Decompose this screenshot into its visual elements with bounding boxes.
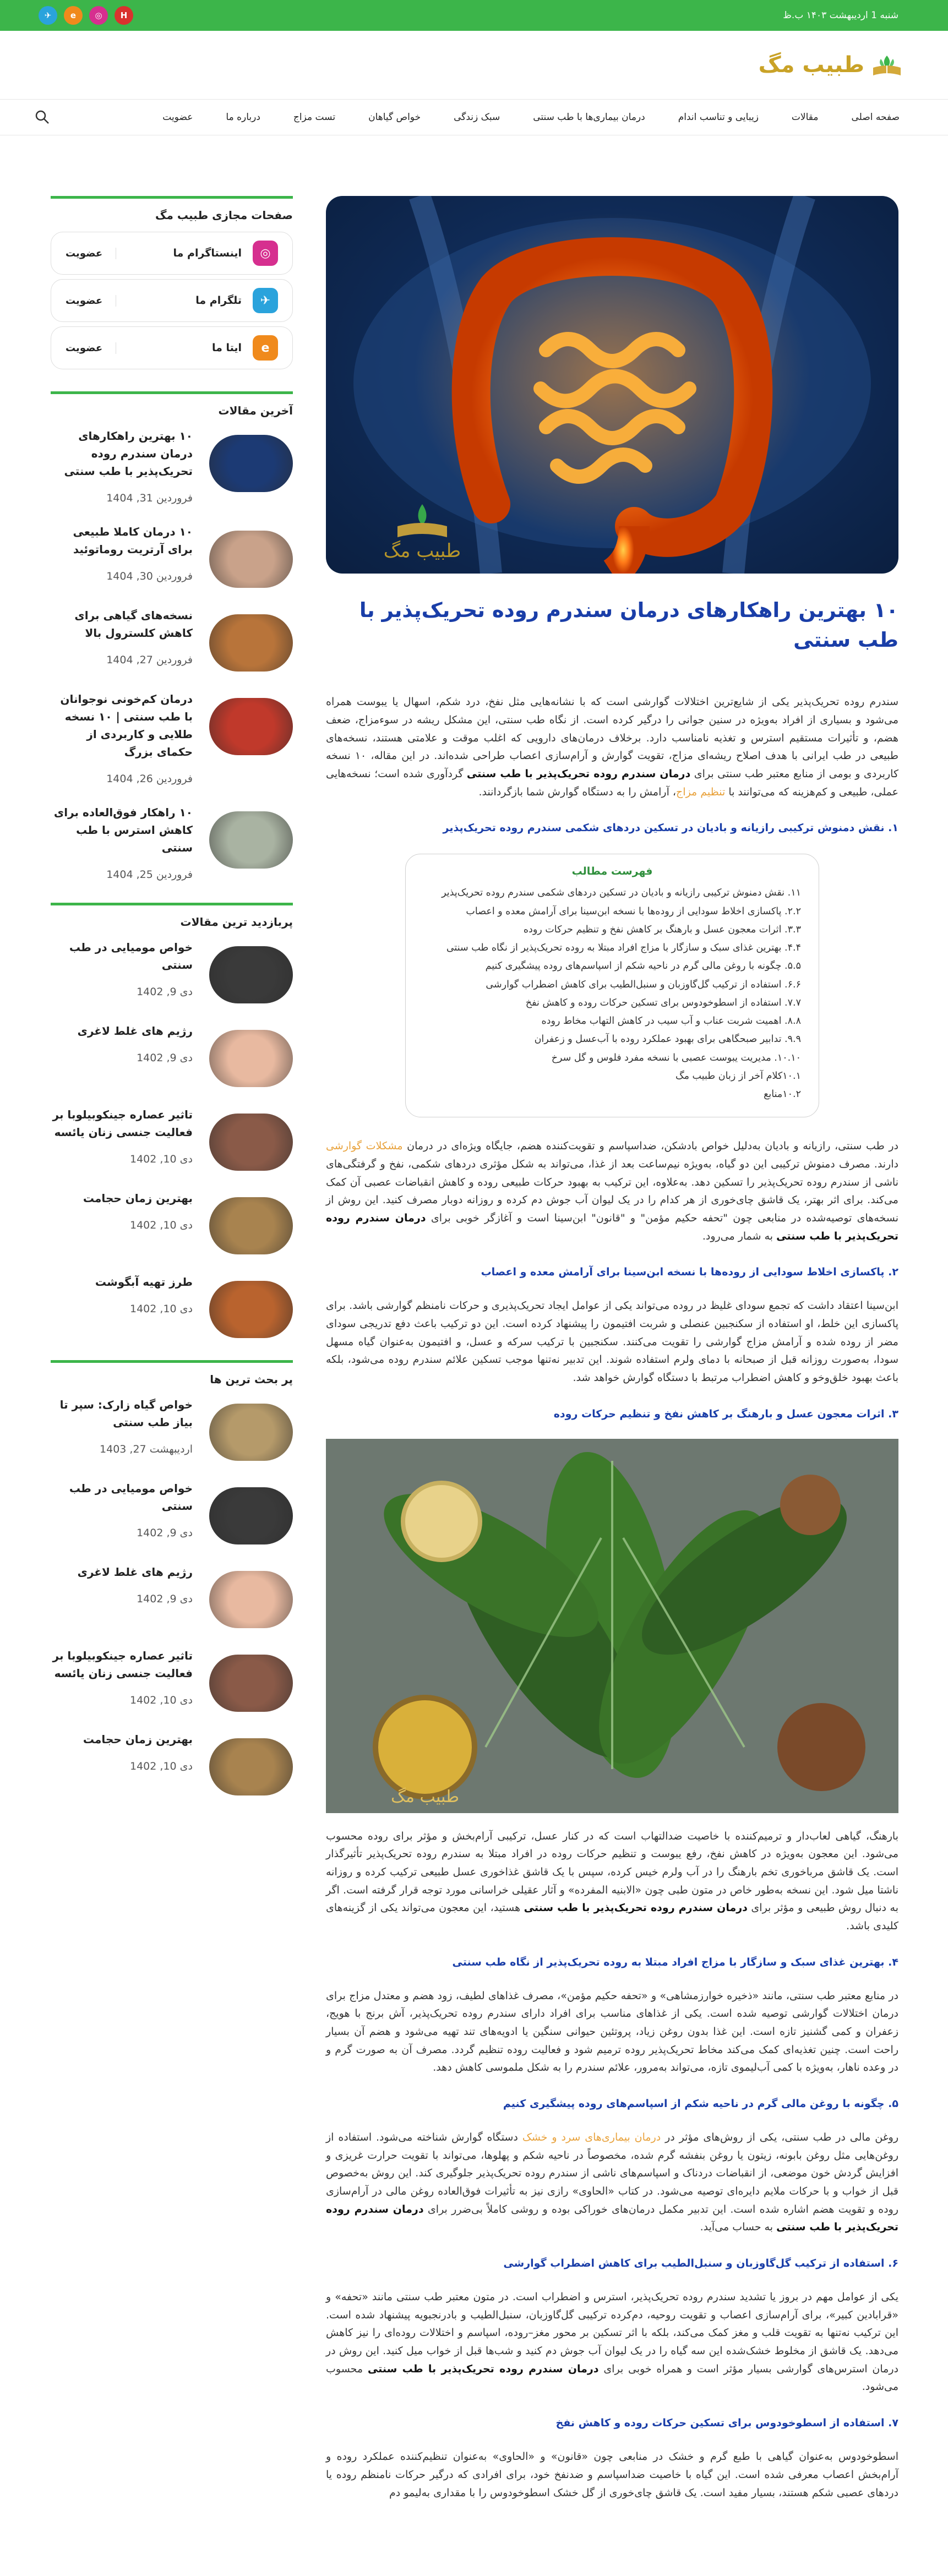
post-thumbnail[interactable] — [209, 531, 293, 588]
toc-list — [423, 884, 801, 1104]
section-link[interactable]: مشکلات گوارشی — [326, 1140, 403, 1153]
sidebar-post[interactable] — [51, 1731, 293, 1795]
post-title[interactable]: ۱۰ درمان کاملا طبیعی برای آرتریت روماتوئید — [73, 525, 193, 556]
post-date: فروردین 30, 1404 — [106, 570, 193, 582]
nav-item[interactable]: درمان بیماری‌ها با طب سنتی — [533, 112, 645, 123]
telegram-icon[interactable]: ✈ — [39, 6, 57, 25]
post-thumbnail[interactable] — [209, 811, 293, 869]
instagram-icon: ◎ — [253, 241, 278, 266]
post-title[interactable]: خواص گیاه زارک: سپر تا بیاز طب سنتی — [59, 1398, 193, 1429]
sidebar-post[interactable] — [51, 1396, 293, 1461]
sidebar-post[interactable] — [51, 804, 293, 881]
section-link[interactable]: درمان بیماری‌های سرد و خشک — [522, 2131, 661, 2144]
post-info — [51, 427, 193, 504]
book-leaf-logo-icon — [870, 51, 904, 79]
eitaa-icon[interactable]: e — [64, 6, 83, 25]
sidebar-post[interactable] — [51, 607, 293, 672]
social-card-label: اینستاگرام ما — [173, 247, 242, 259]
post-info — [51, 690, 193, 785]
section-tail: به حساب می‌آید. — [700, 2221, 773, 2234]
section-paragraph — [326, 1987, 898, 2077]
nav-item[interactable]: درباره ما — [226, 112, 260, 123]
post-info — [51, 804, 193, 881]
content-wrapper — [0, 135, 948, 2502]
nav-item[interactable]: سبک زندگی — [454, 112, 500, 123]
section-heading: ۶. استفاده از ترکیب گل‌گاوزبان و سنبل‌الطیب برای کاهش اضطراب گوارشی — [503, 2257, 898, 2270]
post-thumbnail[interactable] — [209, 1404, 293, 1461]
hero-image — [326, 196, 898, 574]
join-button[interactable]: عضویت — [66, 248, 116, 259]
plantain-leaves-illustration — [326, 1439, 898, 1813]
post-info — [51, 1273, 193, 1315]
post-thumbnail[interactable] — [209, 435, 293, 492]
intro-text: سندرم روده تحریک‌پذیر یکی از شایع‌ترین اختلالات گوارشی است که با نشانه‌هایی مثل نفخ، درد شکم، اسهال یا یبوست همراه می‌شود و بسیاری از افراد به‌ویژه در سنین جوانی را درگیر کرده است. از نگاه طب سنتی، این مشکل ریشه در سوءمزاج، ضعف هضم، و تأثیرات مستقیم استرس و تغذیه نامناسب دارد. برخلاف درمان‌های دارویی که اغلب موقت و علامتی هستند، نسخه‌های طبیعی در طب ایرانی با هدف اصلاح ریشه‌ای مزاج، تقویت گوارش و آرام‌سازی اعصاب طراحی شده‌اند. در این مقاله، ۱۰ نسخه کاربردی و بومی از منابع معتبر طب سنتی برای — [326, 696, 898, 780]
section-paragraph — [326, 1297, 898, 1387]
post-title[interactable]: رژیم های غلط لاغری — [77, 1024, 193, 1038]
post-thumbnail[interactable] — [209, 1571, 293, 1628]
post-date: دی 9, 1402 — [137, 1527, 193, 1539]
social-card-label: تلگرام ما — [195, 294, 242, 307]
current-date: شنبه 1 اردیبهشت ۱۴۰۳ ب.ظ — [783, 10, 898, 21]
after-photo-text: بارهنگ، گیاهی لعاب‌دار و ترمیم‌کننده با خاصیت ضدالتهاب است که در کنار عسل، ترکیبی آرام‌بخش و مؤثر برای روده محسوب می‌شود. این معجون به‌ویژه در کاهش نفخ، رفع یبوست و تنظیم حرکات روده در افراد مبتلا به سندرم روده تحریک‌پذیر تأثیرگذار است. یک قاشق مرباخوری تخم بارهنگ را در آب ولرم خیس کرده، سپس با یک قاشق غذاخوری عسل طبیعی ترکیب کرده و روزانه ناشتا میل شود. این نسخه به‌طور خاص در متون طبی چون «الابنیه المفرده» و آثار عقیلی خراسانی مورد توجه قرار گرفته است. اگر به دنبال روش طبیعی و مؤثر برای — [326, 1830, 898, 1914]
section-paragraph — [326, 2448, 898, 2502]
article-intro — [326, 693, 898, 801]
toc-item[interactable]: ۳.۳. اثرات معجون عسل و بارهنگ بر کاهش نفخ و تنظیم حرکات روده — [523, 924, 801, 935]
main-nav — [0, 99, 948, 135]
post-date: فروردین 31, 1404 — [106, 492, 193, 504]
join-button[interactable]: عضویت — [66, 342, 116, 354]
sidebar — [51, 196, 293, 2502]
table-of-contents — [405, 854, 819, 1117]
sidebar-post[interactable] — [51, 1189, 293, 1254]
section-heading: ۳. اثرات معجون عسل و بارهنگ بر کاهش نفخ و تنظیم حرکات روده — [553, 1407, 898, 1420]
nav-item[interactable]: تست مزاج — [293, 112, 336, 123]
post-date: فروردین 26, 1404 — [106, 773, 193, 785]
social-links — [39, 6, 133, 25]
plantain-photo — [326, 1439, 898, 1813]
popular-posts-list — [51, 938, 293, 1338]
section-text: روغن مالی در طب سنتی، یکی از روش‌های مؤثر در — [665, 2131, 898, 2144]
post-date: فروردین 27, 1404 — [106, 654, 193, 666]
post-date: فروردین 25, 1404 — [106, 869, 193, 881]
mizaj-link[interactable]: تنظیم مزاج — [676, 785, 726, 798]
post-title[interactable]: ۱۰ بهترین راهکارهای درمان سندرم روده تحریک‌پذیر با طب سنتی — [64, 429, 193, 478]
latest-posts-section — [51, 391, 293, 881]
section-bold: درمان سندرم روده تحریک‌پذیر با طب سنتی — [326, 2203, 898, 2234]
section-heading: ۲. پاکسازی اخلاط سودایی از روده‌ها با نسخه ابن‌سینا برای آرامش معده و اعصاب — [481, 1266, 898, 1279]
sidebar-post[interactable] — [51, 1563, 293, 1628]
search-icon[interactable] — [34, 109, 51, 125]
intestine-illustration — [326, 196, 898, 574]
post-info — [51, 1396, 193, 1455]
post-thumbnail[interactable] — [209, 614, 293, 672]
toc-item[interactable]: ۱۰.۲منابع — [764, 1089, 801, 1100]
nav-item[interactable]: مقالات — [791, 112, 819, 123]
post-info — [51, 1480, 193, 1539]
post-date: دی 10, 1402 — [129, 1694, 193, 1706]
post-title[interactable]: درمان کم‌خونی نوجوانان با طب سنتی | ۱۰ نسخه طلایی و کاربردی از حکمای بزرگ — [60, 692, 193, 758]
post-title[interactable]: ۱۰ راهکار فوق‌العاده برای کاهش استرس با طب سنتی — [53, 806, 193, 854]
post-info — [51, 1106, 193, 1165]
article-title: ۱۰ بهترین راهکارهای درمان سندرم روده تحریک‌پذیر با طب سنتی — [359, 598, 898, 652]
logo-text: طبیب مگ — [758, 52, 864, 78]
after-photo-paragraph — [326, 1827, 898, 1935]
telegram-icon: ✈ — [253, 288, 278, 313]
section-bold: درمان سندرم روده تحریک‌پذیر با طب سنتی — [326, 1212, 898, 1242]
section-bold: درمان سندرم روده تحریک‌پذیر با طب سنتی — [367, 2362, 599, 2375]
post-thumbnail[interactable] — [209, 1738, 293, 1795]
nav-item[interactable]: خواص گیاهان — [368, 112, 421, 123]
post-title[interactable]: بهترین زمان حجامت — [83, 1733, 193, 1746]
post-info — [51, 1189, 193, 1231]
post-thumbnail[interactable] — [209, 1281, 293, 1338]
toc-item[interactable]: ۲.۲. پاکسازی اخلاط سودایی از روده‌ها با نسخه ابن‌سینا برای آرامش معده و اعصاب — [466, 905, 801, 917]
post-title[interactable]: بهترین زمان حجامت — [83, 1192, 193, 1205]
photo-watermark: طبیب مگ — [391, 1787, 459, 1807]
nav-items — [162, 112, 900, 123]
toc-item[interactable]: ۸.۸. اهمیت شربت عناب و آب سیب در کاهش التهاب مخاط روده — [541, 1016, 801, 1027]
social-card[interactable] — [51, 326, 293, 369]
section-text: یکی از عوامل مهم در بروز یا تشدید سندرم روده تحریک‌پذیر، استرس و اضطراب است. در متون معتبر طب سنتی مانند «تحفه» و «قرابادین کبیر»، برای آرام‌سازی اعصاب و تقویت روحیه، دم‌کرده ترکیبی گل‌گاوزبان، سنبل‌الطیب و بادرنجبویه پیشنهاد شده است. این ترکیب نه‌تنها به تقویت قلب و مغز کمک می‌کند، بلکه با اثر تسکین بر محور مغز–روده، اسپاسم و اختلالات روده‌ای را نیز کاهش می‌دهد. یک قاشق از مخلوط خشک‌شده این سه گیاه را در یک لیوان آب جوش دم کنید و شب‌ها قبل از خواب میل کنید. این روش در درمان استرس‌های گوارشی بسیار مؤثر است و همراه خوبی برای — [326, 2291, 898, 2375]
post-title[interactable]: تاثیر عصاره جینکوبیلوبا بر فعالیت جنسی زنان یائسه — [52, 1649, 193, 1680]
top-bar — [0, 0, 948, 31]
section-paragraph — [326, 2129, 898, 2236]
section-heading: ۴. بهترین غذای سبک و سازگار با مزاج افراد مبتلا به روده تحریک‌پذیر از نگاه طب سنتی — [452, 1956, 898, 1968]
post-thumbnail[interactable] — [209, 1030, 293, 1087]
post-info — [51, 1022, 193, 1064]
sidebar-post[interactable] — [51, 1106, 293, 1171]
post-title[interactable]: خواص مومیایی در طب سنتی — [69, 1482, 193, 1513]
sidebar-post[interactable] — [51, 1480, 293, 1544]
post-title[interactable]: نسخه‌های گیاهی برای کاهش کلسترول بالا — [74, 609, 193, 640]
sidebar-post[interactable] — [51, 938, 293, 1003]
site-header — [0, 31, 948, 99]
toc-item[interactable]: ۱۰.۱۰. مدیریت یبوست عصبی با نسخه مفرد فلوس و گل سرخ — [551, 1052, 801, 1063]
social-pages-section — [51, 196, 293, 369]
section-heading: ۱. نقش دمنوش ترکیبی رازیانه و بادیان در تسکین دردهای شکمی سندرم روده تحریک‌پذیر — [443, 822, 898, 834]
brand-icon[interactable]: H — [115, 6, 133, 25]
toc-item[interactable]: ۵.۵. چگونه با روغن مالی گرم در ناحیه شکم از اسپاسم‌های روده پیشگیری کنیم — [485, 960, 801, 972]
discussed-posts-list — [51, 1396, 293, 1795]
post-thumbnail[interactable] — [209, 1487, 293, 1544]
sidebar-post[interactable] — [51, 1273, 293, 1338]
social-pages-title: صفحات مجازی طبیب مگ — [51, 196, 293, 222]
post-title[interactable]: رژیم های غلط لاغری — [77, 1565, 193, 1579]
post-date: دی 9, 1402 — [137, 1593, 193, 1605]
intro-text-end: گردآوری شده است؛ نسخه‌هایی عملی، طبیعی و کم‌هزینه که می‌توانند با — [326, 767, 898, 798]
after-photo-bold: درمان سندرم روده تحریک‌پذیر با طب سنتی — [524, 1902, 748, 1914]
post-info — [51, 1731, 193, 1772]
nav-item[interactable]: عضویت — [162, 112, 193, 123]
post-info — [51, 1563, 193, 1605]
section-tail: به شمار می‌رود. — [702, 1230, 773, 1242]
section-text: در طب سنتی، رازیانه و بادیان به‌دلیل خواص بادشکن، ضداسپاسم و تقویت‌کننده هضم، جایگاه ویژه‌ای در درمان — [407, 1140, 898, 1153]
post-info — [51, 523, 193, 582]
section-heading: ۵. چگونه با روغن مالی گرم در ناحیه شکم از اسپاسم‌های روده پیشگیری کنیم — [503, 2098, 898, 2110]
social-card-label: ایتا ما — [211, 342, 242, 354]
instagram-icon[interactable]: ◎ — [89, 6, 108, 25]
section-tail: محسوب می‌شود. — [326, 2362, 898, 2393]
article-sections-a — [326, 822, 898, 1420]
post-info — [51, 1647, 193, 1706]
eitaa-icon: e — [253, 335, 278, 361]
hero-watermark: طبیب مگ — [383, 540, 461, 562]
post-title[interactable]: تاثیر عصاره جینکوبیلوبا بر فعالیت جنسی زنان یائسه — [52, 1108, 193, 1139]
sidebar-post[interactable] — [51, 427, 293, 504]
post-thumbnail[interactable] — [209, 946, 293, 1003]
latest-posts-list — [51, 427, 293, 881]
post-title[interactable]: طرز تهیه آبگوشت — [95, 1275, 193, 1289]
section-text: ابن‌سینا اعتقاد داشت که تجمع سودای غلیظ در روده می‌تواند یکی از عوامل ایجاد تحریک‌پذیری و حرکات نامنظم گوارشی باشد. برای پاکسازی این خلط، او استفاده از سکنجبین عنصلی و شربت افتیمون را پیشنهاد کرده است. این دو ترکیب باعث دفع تدریجی سودای مضر از روده شده و آرامش مزاج گوارشی را تقویت می‌کنند. سکنجبین با ترکیب سرکه و عسل، و افتیمون به‌عنوان گیاه مسهل سودا، به‌صورت روزانه قبل از صبحانه با دمای ولرم استفاده شوند. این تدبیر نه‌تنها موجب تسکین علائم سندرم روده می‌شود، بلکه باعث بهبود خلق‌وخو و کاهش اضطراب مرتبط با دستگاه گوارش خواهد شد. — [326, 1300, 898, 1384]
post-info — [51, 607, 193, 666]
social-card[interactable] — [51, 232, 293, 275]
section-paragraph — [326, 2288, 898, 2396]
section-text: اسطوخودوس به‌عنوان گیاهی با طبع گرم و خشک در منابعی چون «قانون» و «الحاوی» به‌عنوان تنظیم‌کننده عملکرد روده و آرام‌بخش اعصاب معرفی شده است. این گیاه با خاصیت ضداسپاسم و ضدنفخ خود، برای افرادی که درگیر حرکات نامنظم روده یا دردهای عصبی شکم هستند، بسیار مفید است. یک قاشق چای‌خوری از گل خشک اسطوخودوس را با مقداری به‌لیمو دم — [326, 2451, 898, 2499]
sidebar-post[interactable] — [51, 523, 293, 588]
post-date: دی 9, 1402 — [137, 986, 193, 998]
nav-item[interactable]: صفحه اصلی — [851, 112, 900, 123]
sidebar-post[interactable] — [51, 690, 293, 785]
section-text: در منابع معتبر طب سنتی، مانند «ذخیره خوارزمشاهی» و «تحفه حکیم مؤمن»، مصرف غذاهای لطیف، زود هضم و معتدل مزاج برای درمان اختلالات گوارشی توصیه شده است. یکی از غذاهای مناسب برای افراد دارای سندرم روده تحریک‌پذیر، آش برنج با هویج، زعفران و کمی گشنیز تازه است. این غذا بدون روغن زیاد، پروتئین حیوانی سنگین یا ادویه‌های تند تهیه می‌شود و هضم آن بسیار راحت است. چنین تغذیه‌ای کمک می‌کند مخاط تحریک‌پذیر روده ترمیم شود و فعالیت روده تنظیم گردد. مصرف آن به صورت گرم و در وعده ناهار، به‌ویژه با کمی آب‌لیموی تازه، می‌تواند به‌مرور، علائم سندرم را به شکل ملموسی کاهش دهد. — [326, 1989, 898, 2074]
section-heading: ۷. استفاده از اسطوخودوس برای تسکین حرکات روده و کاهش نفخ — [555, 2417, 898, 2430]
after-photo-tail: هستید، این معجون می‌تواند یکی از گزینه‌های کلیدی باشد. — [326, 1902, 898, 1933]
post-date: دی 10, 1402 — [129, 1760, 193, 1772]
intro-bold: درمان سندرم روده تحریک‌پذیر با طب سنتی — [466, 767, 691, 780]
toc-item[interactable]: ۹.۹. تدابیر صبحگاهی برای بهبود عملکرد روده با آب‌عسل و زعفران — [534, 1034, 801, 1045]
toc-item[interactable]: ۶.۶. استفاده از ترکیب گل‌گاوزبان و سنبل‌الطیب برای کاهش اضطراب گوارشی — [486, 979, 801, 990]
section-text-2: دارند. مصرف دمنوش ترکیبی این دو گیاه، به‌ویژه نیم‌ساعت بعد از غذا، می‌تواند به شکل مؤثری دردهای شکمی، نفخ و گرفتگی‌های ناشی از سندرم روده تحریک‌پذیر را تسکین دهد. به‌علاوه، این ترکیب به بهبود حرکات طبیعی روده و کاهش انقباضات عصبی آن کمک می‌کند. برای اثر بهتر، یک قاشق چای‌خوری از هر کدام را در یک لیوان آب جوش دم کرده و روزانه دوبار مصرف کنید. این روش از نسخه‌های توصیه‌شده در منابعی چون "تحفه حکیم مؤمن" و "قانون" ابن‌سینا است و آغازگر خوبی برای — [326, 1158, 898, 1224]
toc-item[interactable]: ۷.۷. استفاده از اسطوخودوس برای تسکین حرکات روده و کاهش نفخ — [525, 997, 801, 1008]
post-thumbnail[interactable] — [209, 1655, 293, 1712]
sidebar-post[interactable] — [51, 1022, 293, 1087]
join-button[interactable]: عضویت — [66, 295, 116, 307]
toc-item[interactable]: ۱۰.۱کلام آخر از زبان طبیب مگ — [675, 1070, 801, 1082]
article-main — [326, 196, 898, 2502]
sidebar-post[interactable] — [51, 1647, 293, 1712]
post-info — [51, 938, 193, 998]
post-date: دی 10, 1402 — [129, 1303, 193, 1315]
popular-posts-section — [51, 903, 293, 1338]
discussed-posts-section — [51, 1360, 293, 1795]
site-logo[interactable] — [759, 51, 904, 79]
toc-item[interactable]: ۴.۴. بهترین غذای سبک و سازگار با مزاج افراد مبتلا به روده تحریک‌پذیر از نگاه طب سنتی — [446, 942, 801, 954]
social-cards — [51, 232, 293, 369]
popular-posts-title: پربازدید ترین مقالات — [51, 903, 293, 929]
latest-posts-title: آخرین مقالات — [51, 391, 293, 417]
post-date: دی 9, 1402 — [137, 1052, 193, 1064]
post-thumbnail[interactable] — [209, 698, 293, 755]
post-date: دی 10, 1402 — [129, 1219, 193, 1231]
toc-title: فهرست مطالب — [571, 865, 653, 878]
post-thumbnail[interactable] — [209, 1197, 293, 1254]
section-text-2: دستگاه گوارش شناخته می‌شود. استفاده از روغن‌هایی مثل روغن بابونه، زیتون یا روغن بنفشه گرم شده، مخصوصاً در ناحیه شکم و پهلوها، می‌تواند با تقویت حرارت غریزی و افزایش گردش خون موضعی، از انقباضات دردناک و اسپاسم‌های ناشی از سندرم روده تحریک‌پذیر جلوگیری کند. این روش به‌خصوص قبل از خواب و با حرکات ملایم دایره‌ای توصیه می‌شود. در کتاب «الحاوی» رازی نیز به تأثیرات فوق‌العاده روغن مالی در آرام‌سازی روده و تقویت هضم اشاره شده است. این تدبیر مکمل درمان‌های خوراکی بوده و روشی کاملاً بی‌ضرر برای — [326, 2131, 898, 2215]
section-paragraph — [326, 1137, 898, 1245]
toc-item[interactable]: ۱۱. نقش دمنوش ترکیبی رازیانه و بادیان در تسکین دردهای شکمی سندرم روده تحریک‌پذیر — [442, 887, 801, 899]
post-title[interactable]: خواص مومیایی در طب سنتی — [69, 941, 193, 972]
article-sections-b — [326, 1956, 898, 2502]
post-date: اردیبهشت 27, 1403 — [100, 1443, 193, 1455]
post-date: دی 10, 1402 — [129, 1153, 193, 1165]
social-card[interactable] — [51, 279, 293, 322]
discussed-posts-title: پر بحث ترین ها — [51, 1360, 293, 1386]
intro-tail: ، آرامش را به دستگاه گوارش شما بازگردانند. — [478, 785, 677, 798]
nav-item[interactable]: زیبایی و تناسب اندام — [678, 112, 759, 123]
post-thumbnail[interactable] — [209, 1114, 293, 1171]
